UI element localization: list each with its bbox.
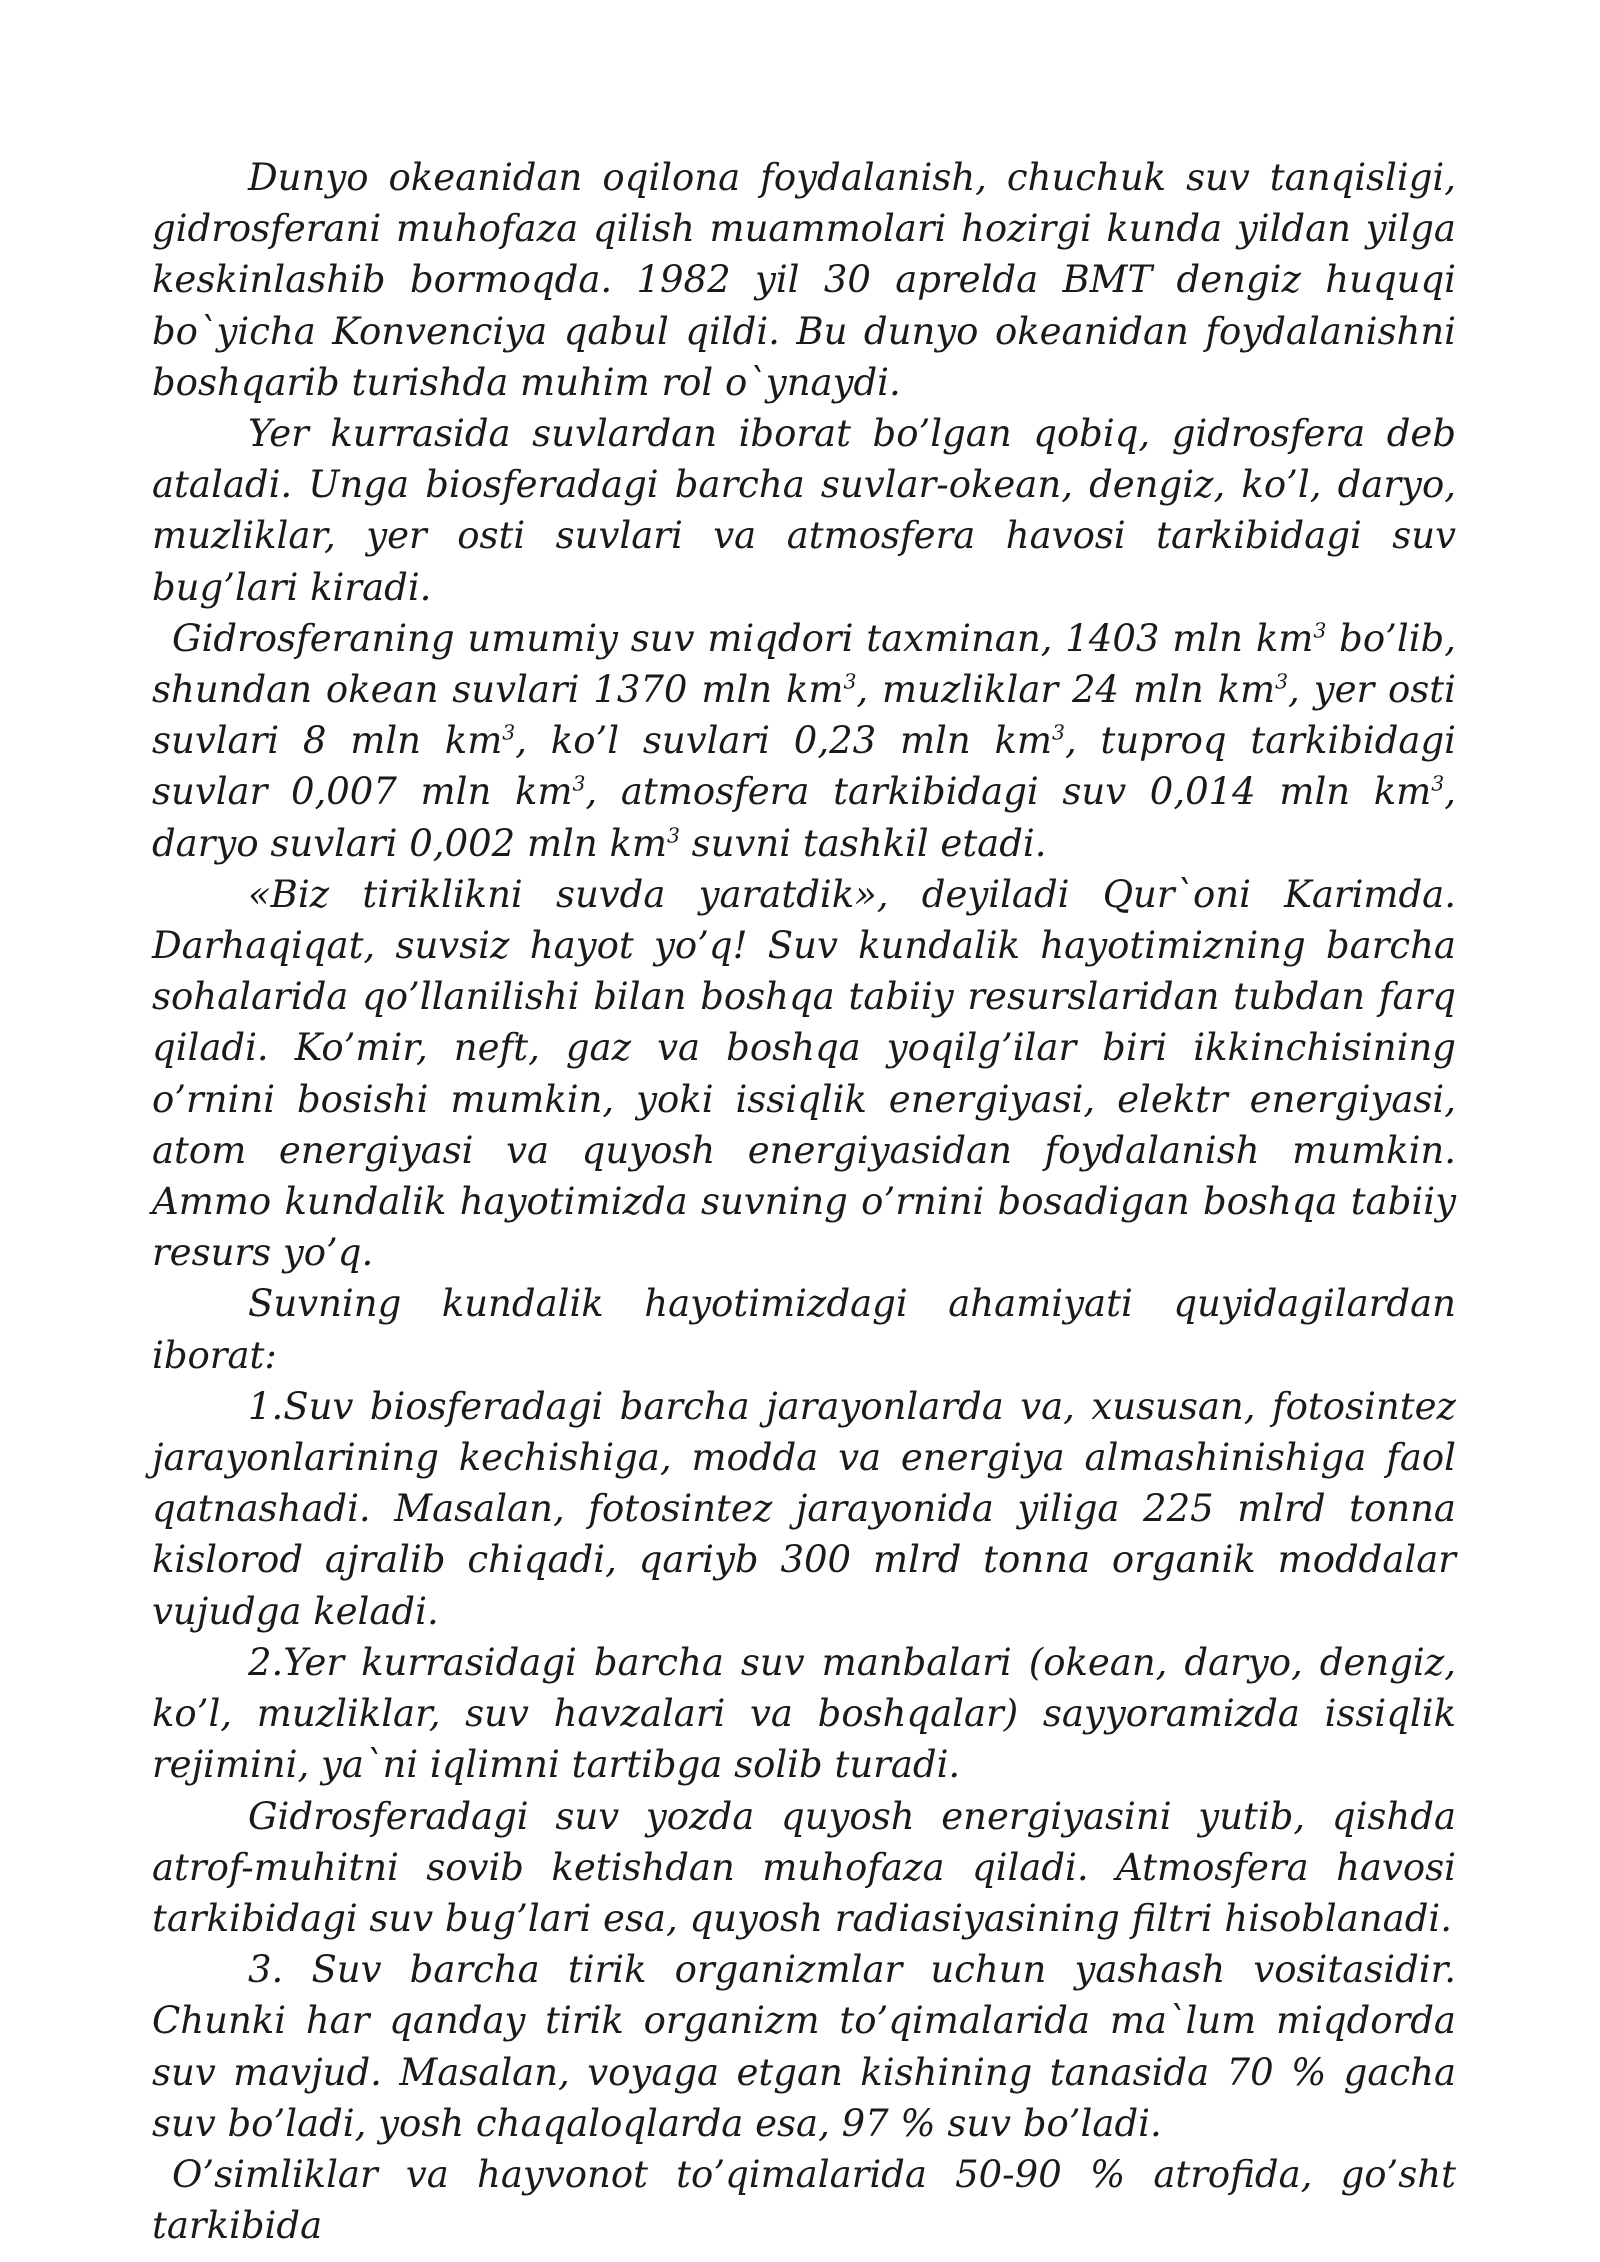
paragraph-hydrosphere-definition: Yer kurrasida suvlardan iborat bo’lgan qobiq, gidrosfera deb ataladi. Unga biosferadagi barcha suvlar-okean, dengiz, ko’l, daryo, muzliklar, yer osti suvlari va atmosfera havosi tarkibidagi suv bug’lari kiradi. bbox=[152, 412, 1456, 609]
text-segment: bo’lib, shundan okean suvlari 1370 mln km bbox=[152, 616, 1456, 712]
text-segment: , muzliklar 24 mln km bbox=[856, 668, 1276, 712]
superscript: 3 bbox=[843, 669, 857, 694]
text-segment: Gidrosferaning umumiy suv miqdori taxminan, 1403 mln km bbox=[172, 616, 1314, 660]
text-segment: suvni tashkil etadi. bbox=[679, 821, 1047, 865]
superscript: 3 bbox=[666, 823, 680, 848]
paragraph-plants-animals: O’simliklar va hayvonot to’qimalarida 50-90 % atrofida, go’sht tarkibida bbox=[152, 2152, 1456, 2248]
superscript: 3 bbox=[572, 772, 586, 797]
list-item-1: 1.Suv biosferadagi barcha jarayonlarda va, xususan, fotosintez jarayonlarining kechishiga, modda va energiya almashinishiga faol qatnashadi. Masalan, fotosintez jarayonida yiliga 225 mlrd tonna kislorod ajralib chiqadi, qariyb 300 mlrd tonna organik moddalar vujudga keladi. bbox=[152, 1384, 1456, 1633]
paragraph-hydrosphere-climate: Gidrosferadagi suv yozda quyosh energiyasini yutib, qishda atrof-muhitni sovib ketishdan muhofaza qiladi. Atmosfera havosi tarkibidagi suv bug’lari esa, quyosh radiasiyasining filtri hisoblanadi. bbox=[152, 1794, 1456, 1940]
superscript: 3 bbox=[1275, 669, 1289, 694]
text-segment: , tuproq tarkibidagi suvlar 0,007 mln km bbox=[152, 719, 1456, 814]
text-segment: , daryo suvlari 0,002 mln km bbox=[152, 770, 1456, 865]
text-segment: , atmosfera tarkibidagi suv 0,014 mln km bbox=[585, 770, 1432, 814]
list-item-2: 2.Yer kurrasidagi barcha suv manbalari (okean, daryo, dengiz, ko’l, muzliklar, suv havzalari va boshqalar) sayyoramizda issiqlik rejimini, ya`ni iqlimni tartibga solib turadi. bbox=[152, 1640, 1456, 1787]
paragraph-water-volumes bbox=[152, 613, 1456, 869]
document-page bbox=[152, 152, 1456, 2251]
text-segment: , ko’l suvlari 0,23 mln km bbox=[515, 719, 1053, 763]
text-segment: , yer osti suvlari 8 mln km bbox=[152, 668, 1456, 763]
superscript: 3 bbox=[502, 720, 516, 745]
list-item-3: 3. Suv barcha tirik organizmlar uchun yashash vositasidir. Chunki har qanday tirik organizm to’qimalarida ma`lum miqdorda suv mavjud. Masalan, voyaga etgan kishining tanasida 70 % gacha suv bo’ladi, yosh chaqaloqlarda esa, 97 % suv bo’ladi. bbox=[152, 1948, 1456, 2145]
paragraph-importance-intro: Suvning kundalik hayotimizdagi ahamiyati quyidagilardan iborat: bbox=[152, 1282, 1456, 1377]
paragraph-ocean-management: Dunyo okeanidan oqilona foydalanish, chuchuk suv tanqisligi, gidrosferani muhofaza qilish muammolari hozirgi kunda yildan yilga keskinlashib bormoqda. 1982 yil 30 aprelda BMT dengiz huquqi bo`yicha Konvenciya qabul qildi. Bu dunyo okeanidan foydalanishni boshqarib turishda muhim rol o`ynaydi. bbox=[152, 156, 1456, 404]
superscript: 3 bbox=[1052, 720, 1065, 745]
superscript: 3 bbox=[1313, 618, 1327, 643]
superscript: 3 bbox=[1431, 772, 1445, 797]
paragraph-quran-quote: «Biz tiriklikni suvda yaratdik», deyiladi Qur`oni Karimda. Darhaqiqat, suvsiz hayot yo’q! Suv kundalik hayotimizning barcha sohalarida qo’llanilishi bilan boshqa tabiiy resurslaridan tubdan farq qiladi. Ko’mir, neft, gaz va boshqa yoqilg’ilar biri ikkinchisining o’rnini bosishi mumkin, yoki issiqlik energiyasi, elektr energiyasi, atom energiyasi va quyosh energiyasidan foydalanish mumkin. Ammo kundalik hayotimizda suvning o’rnini bosadigan boshqa tabiiy resurs yo’q. bbox=[152, 872, 1456, 1275]
